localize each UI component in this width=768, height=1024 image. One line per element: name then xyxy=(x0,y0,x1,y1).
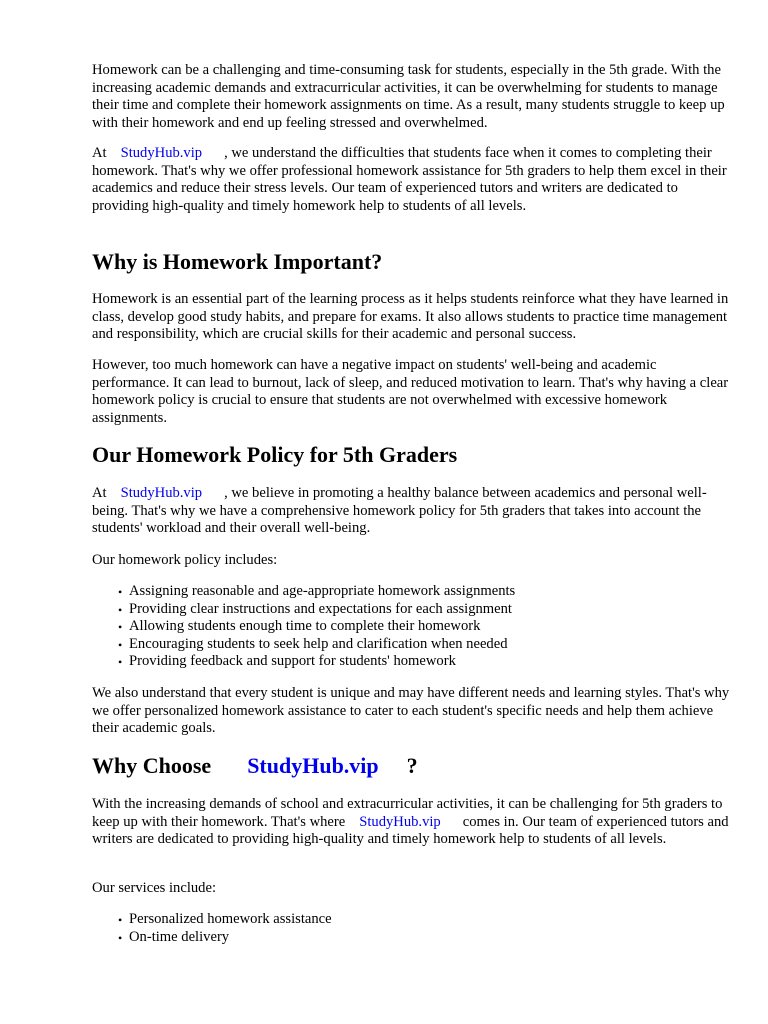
list-item: • Allowing students enough time to complete their homework xyxy=(118,618,515,636)
section2-p1-suffix: , we believe in promoting a healthy balance between academics and personal well-being. That's why we have a comprehensive homework policy for 5th graders that takes into account the students' workload and their overall well-being. xyxy=(92,485,707,536)
heading-why-choose-suffix: ? xyxy=(406,753,418,778)
heading-why-choose-prefix: Why Choose xyxy=(92,753,212,778)
section2-paragraph-2: We also understand that every student is unique and may have different needs and learning styles. That's why we offer personalized homework assistance to cater to each student's specific needs and help them achieve their academic goals. xyxy=(92,685,730,736)
heading-why-homework-important: Why is Homework Important? xyxy=(92,249,383,274)
policy-list-intro: Our homework policy includes: xyxy=(92,552,278,568)
list-item: • Encouraging students to seek help and clarification when needed xyxy=(118,636,515,654)
policy-list xyxy=(118,583,515,671)
section1-paragraph-2: However, too much homework can have a negative impact on students' well-being and academic performance. It can lead to burnout, lack of sleep, and reduced motivation to learn. That's why having a clear homework policy is crucial to ensure that students are not overwhelmed with excessive homework assignments. xyxy=(92,357,729,426)
list-item: • On-time delivery xyxy=(118,929,332,947)
intro-p2-prefix: At xyxy=(92,145,107,161)
intro-p2-suffix: , we understand the difficulties that students face when it comes to completing their homework. That's why we offer professional homework assistance for 5th graders to help them excel in their academics and reduce their stress levels. Our team of experienced tutors and writers are dedicated to providing high-quality and timely homework help to students of all levels. xyxy=(92,145,727,214)
list-item: • Assigning reasonable and age-appropriate homework assignments xyxy=(118,583,515,601)
section3-p1-prefix: With the increasing demands of school and extracurricular activities, it can be challenging for 5th graders to keep up with their homework. That's where xyxy=(92,796,723,830)
studyhub-link[interactable]: StudyHub.vip xyxy=(120,145,203,161)
section2-p1-prefix: At xyxy=(92,485,107,501)
studyhub-link[interactable]: StudyHub.vip xyxy=(359,813,441,830)
list-item: • Personalized homework assistance xyxy=(118,911,332,929)
section1-paragraph-1: Homework is an essential part of the learning process as it helps students reinforce what they have learned in class, develop good study habits, and prepare for exams. It also allows students to practice time management and responsibility, which are crucial skills for their academic and personal success. xyxy=(92,291,729,342)
section3-p1-suffix: comes in. Our team of experienced tutors and writers are dedicated to providing high-quality and timely homework help to students of all levels. xyxy=(92,813,729,847)
section3-paragraph-1 xyxy=(92,796,732,849)
intro-paragraph-2 xyxy=(92,145,732,215)
studyhub-heading-link[interactable]: StudyHub.vip xyxy=(247,753,379,778)
heading-why-choose xyxy=(92,753,418,779)
intro-paragraph-1: Homework can be a challenging and time-consuming task for students, especially in the 5th grade. With the increasing academic demands and extracurricular activities, it can be overwhelming for students to manage their time and complete their homework assignments on time. As a result, many students struggle to keep up with their homework and end up feeling stressed and overwhelmed. xyxy=(92,62,725,131)
heading-homework-policy: Our Homework Policy for 5th Graders xyxy=(92,442,458,467)
services-list-intro: Our services include: xyxy=(92,880,217,896)
list-item: • Providing clear instructions and expectations for each assignment xyxy=(118,601,515,619)
list-item: • Providing feedback and support for students' homework xyxy=(118,653,515,671)
section2-paragraph-1 xyxy=(92,485,732,538)
services-list xyxy=(118,911,332,946)
studyhub-link[interactable]: StudyHub.vip xyxy=(120,485,203,501)
